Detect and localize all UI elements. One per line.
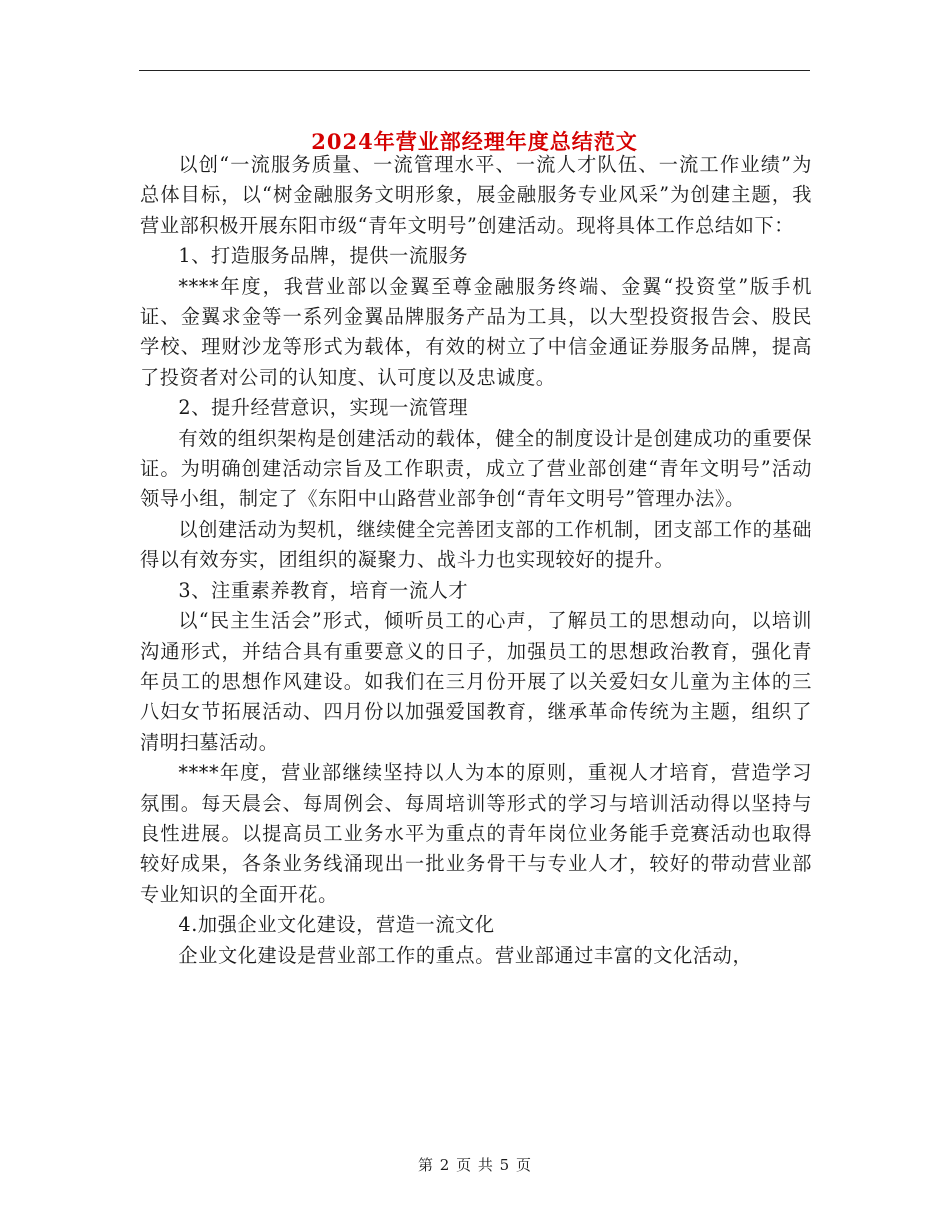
section-heading-3: 3、注重素养教育，培育一流人才	[178, 578, 469, 602]
document-body	[140, 150, 812, 971]
document-title: 2024年营业部经理年度总结范文	[311, 129, 638, 155]
paragraph-education: 以“民主生活会”形式，倾听员工的心声，了解员工的思想动向，以培训沟通形式，并结合具有重要意义的日子，加强员工的思想政治教育，强化青年员工的思想作风建设。如我们在三月份开展了以关爱妇女儿童为主体的三八妇女节拓展活动、四月份以加强爱国教育，继承革命传统为主题，组织了清明扫墓活动。	[140, 609, 812, 754]
section-heading-4: 4.加强企业文化建设，营造一流文化	[178, 913, 495, 937]
paragraph-culture: 企业文化建设是营业部工作的重点。营业部通过丰富的文化活动，	[178, 943, 753, 967]
section-heading-2: 2、提升经营意识，实现一流管理	[178, 396, 469, 420]
paragraph-league-branch: 以创建活动为契机，继续健全完善团支部的工作机制，团支部工作的基础得以有效夯实，团组织的凝聚力、战斗力也实现较好的提升。	[140, 517, 812, 572]
header-rule	[139, 70, 810, 71]
paragraph-talent: ****年度，营业部继续坚持以人为本的原则，重视人才培育，营造学习氛围。每天晨会、每周例会、每周培训等形式的学习与培训活动得以坚持与良性进展。以提高员工业务水平为重点的青年岗位业务能手竞赛活动也取得较好成果，各条业务线涌现出一批业务骨干与专业人才，较好的带动营业部专业知识的全面开花。	[140, 761, 812, 906]
paragraph-service-brand: ****年度，我营业部以金翼至尊金融服务终端、金翼“投资堂”版手机证、金翼求金等一系列金翼品牌服务产品为工具，以大型投资报告会、股民学校、理财沙龙等形式为载体，有效的树立了中信金通证券服务品牌，提高了投资者对公司的认知度、认可度以及忠诚度。	[140, 274, 812, 389]
section-heading-1: 1、打造服务品牌，提供一流服务	[178, 244, 469, 268]
page-footer: 第 2 页 共 5 页	[418, 1156, 532, 1174]
paragraph-intro: 以创“一流服务质量、一流管理水平、一流人才队伍、一流工作业绩”为总体目标，以“树金融服务文明形象，展金融服务专业风采”为创建主题，我营业部积极开展东阳市级“青年文明号”创建活动。现将具体工作总结如下：	[140, 153, 812, 237]
paragraph-organization: 有效的组织架构是创建活动的载体，健全的制度设计是创建成功的重要保证。为明确创建活动宗旨及工作职责，成立了营业部创建“青年文明号”活动领导小组，制定了《东阳中山路营业部争创“青年文明号”管理办法》。	[140, 426, 812, 511]
